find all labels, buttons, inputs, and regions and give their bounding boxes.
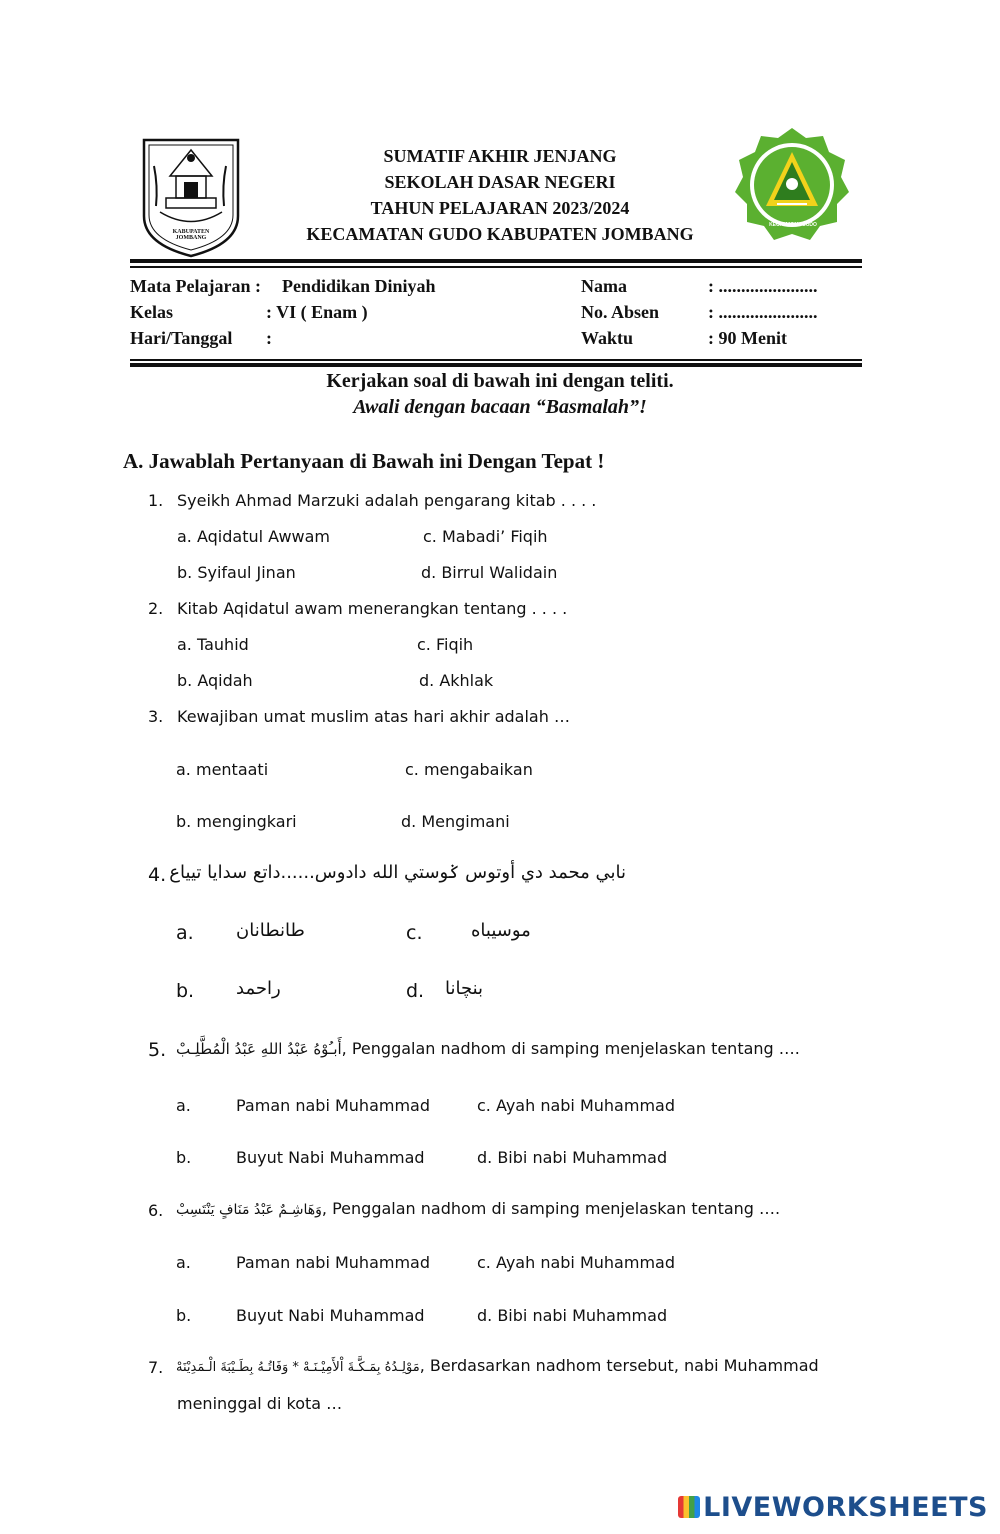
q4-option-a-label: a. — [176, 922, 194, 944]
q6-option-a[interactable]: Paman nabi Muhammad — [236, 1253, 431, 1272]
q1-option-a[interactable]: a. Aqidatul Awwam — [177, 527, 331, 546]
q7-text: , Berdasarkan nadhom tersebut, nabi Muhammad — [419, 1356, 819, 1375]
q5-arabic-verse: أَبـُوْهُ عَبْدُ اللهِ عَبْدُ الْمُطَّلِـبْ — [176, 1040, 342, 1058]
q5-text: , Penggalan nadhom di samping menjelaskan tentang …. — [341, 1039, 800, 1058]
liveworksheets-footer — [678, 1492, 988, 1523]
time-value: : 90 Menit — [708, 328, 787, 348]
q7-question — [176, 1356, 819, 1375]
q3-option-b[interactable]: b. mengingkari — [176, 812, 297, 831]
info-divider-thick — [130, 363, 862, 367]
name-field[interactable]: : ...................... — [708, 276, 818, 296]
q4-option-c[interactable]: موسيباه — [471, 920, 531, 941]
liveworksheets-brand: LIVEWORKSHEETS — [703, 1492, 988, 1523]
absen-field[interactable]: : ...................... — [708, 302, 818, 322]
q4-text: نابي محمد دي أوتوس ݢوستي الله دادوس......داتع سدايا تيياع — [169, 862, 626, 883]
q6-option-b[interactable]: Buyut Nabi Muhammad — [236, 1306, 425, 1325]
exam-header — [230, 143, 770, 247]
kabupaten-jombang-logo — [140, 136, 242, 260]
header-line-2: SEKOLAH DASAR NEGERI — [384, 172, 616, 192]
subject-value: Pendidikan Diniyah — [282, 276, 436, 296]
header-line-3: TAHUN PELAJARAN 2023/2024 — [370, 198, 630, 218]
q4-number: 4. — [148, 864, 167, 886]
instruction-line-2: Awali dengan bacaan “Basmalah”! — [353, 396, 647, 418]
q5-option-a[interactable]: Paman nabi Muhammad — [236, 1096, 431, 1115]
q4-option-b[interactable]: راحمد — [236, 978, 281, 999]
q2-option-b[interactable]: b. Aqidah — [177, 671, 253, 690]
left-logo-text: KABUPATEN JOMBANG — [172, 229, 210, 241]
header-divider-thin — [130, 266, 862, 268]
right-logo-text: KECAMATAN GUDO — [769, 222, 817, 228]
class-label: Kelas — [130, 302, 173, 322]
q6-option-d[interactable]: d. Bibi nabi Muhammad — [477, 1306, 668, 1325]
q5-option-b-label: b. — [176, 1148, 192, 1167]
q1-number: 1. — [148, 491, 164, 510]
header-line-1: SUMATIF AKHIR JENJANG — [383, 146, 617, 166]
q5-question — [176, 1039, 800, 1058]
q3-number: 3. — [148, 707, 164, 726]
header-divider-thick — [130, 259, 862, 263]
q1-option-d[interactable]: d. Birrul Walidain — [421, 563, 558, 582]
liveworksheets-icon — [678, 1496, 700, 1518]
q2-text: Kitab Aqidatul awam menerangkan tentang . . . . — [177, 599, 568, 618]
q7-arabic-verse: مَوْلِـدُهُ بِمَـكَّـةَ اْلأَمِيْـنَـهْ * وَفَاتُـهُ بِطَـيْبَةَ الْـمَدِيْنَهْ — [176, 1360, 420, 1375]
q3-option-d[interactable]: d. Mengimani — [401, 812, 510, 831]
absen-label: No. Absen — [581, 302, 660, 322]
q6-question — [176, 1199, 780, 1218]
q1-option-b[interactable]: b. Syifaul Jinan — [177, 563, 296, 582]
q6-number: 6. — [148, 1201, 164, 1220]
q4-option-b-label: b. — [176, 980, 195, 1002]
q2-option-c[interactable]: c. Fiqih — [417, 635, 474, 654]
q4-option-c-label: c. — [406, 922, 423, 944]
day-label: Hari/Tanggal — [130, 328, 233, 348]
time-label: Waktu — [581, 328, 634, 348]
q2-option-d[interactable]: d. Akhlak — [419, 671, 494, 690]
q1-text: Syeikh Ahmad Marzuki adalah pengarang kitab . . . . — [177, 491, 597, 510]
day-value: : — [266, 328, 272, 348]
q5-option-d[interactable]: d. Bibi nabi Muhammad — [477, 1148, 668, 1167]
q5-option-a-label: a. — [176, 1096, 191, 1115]
section-title: A. Jawablah Pertanyaan di Bawah ini Dengan Tepat ! — [123, 449, 605, 473]
q3-text: Kewajiban umat muslim atas hari akhir adalah … — [177, 707, 570, 726]
q1-option-c[interactable]: c. Mabadi’ Fiqih — [423, 527, 548, 546]
q4-option-d[interactable]: بنچانا — [445, 978, 484, 999]
instruction-line-1: Kerjakan soal di bawah ini dengan teliti. — [326, 370, 674, 392]
class-value: : VI ( Enam ) — [266, 302, 368, 322]
q5-number: 5. — [148, 1039, 167, 1061]
q5-option-c[interactable]: c. Ayah nabi Muhammad — [477, 1096, 675, 1115]
q7-number: 7. — [148, 1358, 164, 1377]
q7-text-continued: meninggal di kota … — [177, 1394, 343, 1413]
q5-option-b[interactable]: Buyut Nabi Muhammad — [236, 1148, 425, 1167]
q6-text: , Penggalan nadhom di samping menjelaskan tentang …. — [321, 1199, 781, 1218]
header-line-4: KECAMATAN GUDO KABUPATEN JOMBANG — [306, 224, 694, 244]
q3-option-a[interactable]: a. mentaati — [176, 760, 269, 779]
q4-option-a[interactable]: طانطانان — [236, 920, 305, 941]
name-label: Nama — [581, 276, 627, 296]
subject-label: Mata Pelajaran : — [130, 276, 261, 296]
q6-arabic-verse: وَهَاشِـمٌ عَبْدُ مَنَافٍ يَنْتَسِبْ — [176, 1202, 322, 1218]
q2-number: 2. — [148, 599, 164, 618]
q6-option-a-label: a. — [176, 1253, 191, 1272]
q3-option-c[interactable]: c. mengabaikan — [405, 760, 533, 779]
q4-option-d-label: d. — [406, 980, 425, 1002]
q6-option-c[interactable]: c. Ayah nabi Muhammad — [477, 1253, 675, 1272]
info-divider-thin — [130, 359, 862, 361]
q6-option-b-label: b. — [176, 1306, 192, 1325]
q2-option-a[interactable]: a. Tauhid — [177, 635, 249, 654]
